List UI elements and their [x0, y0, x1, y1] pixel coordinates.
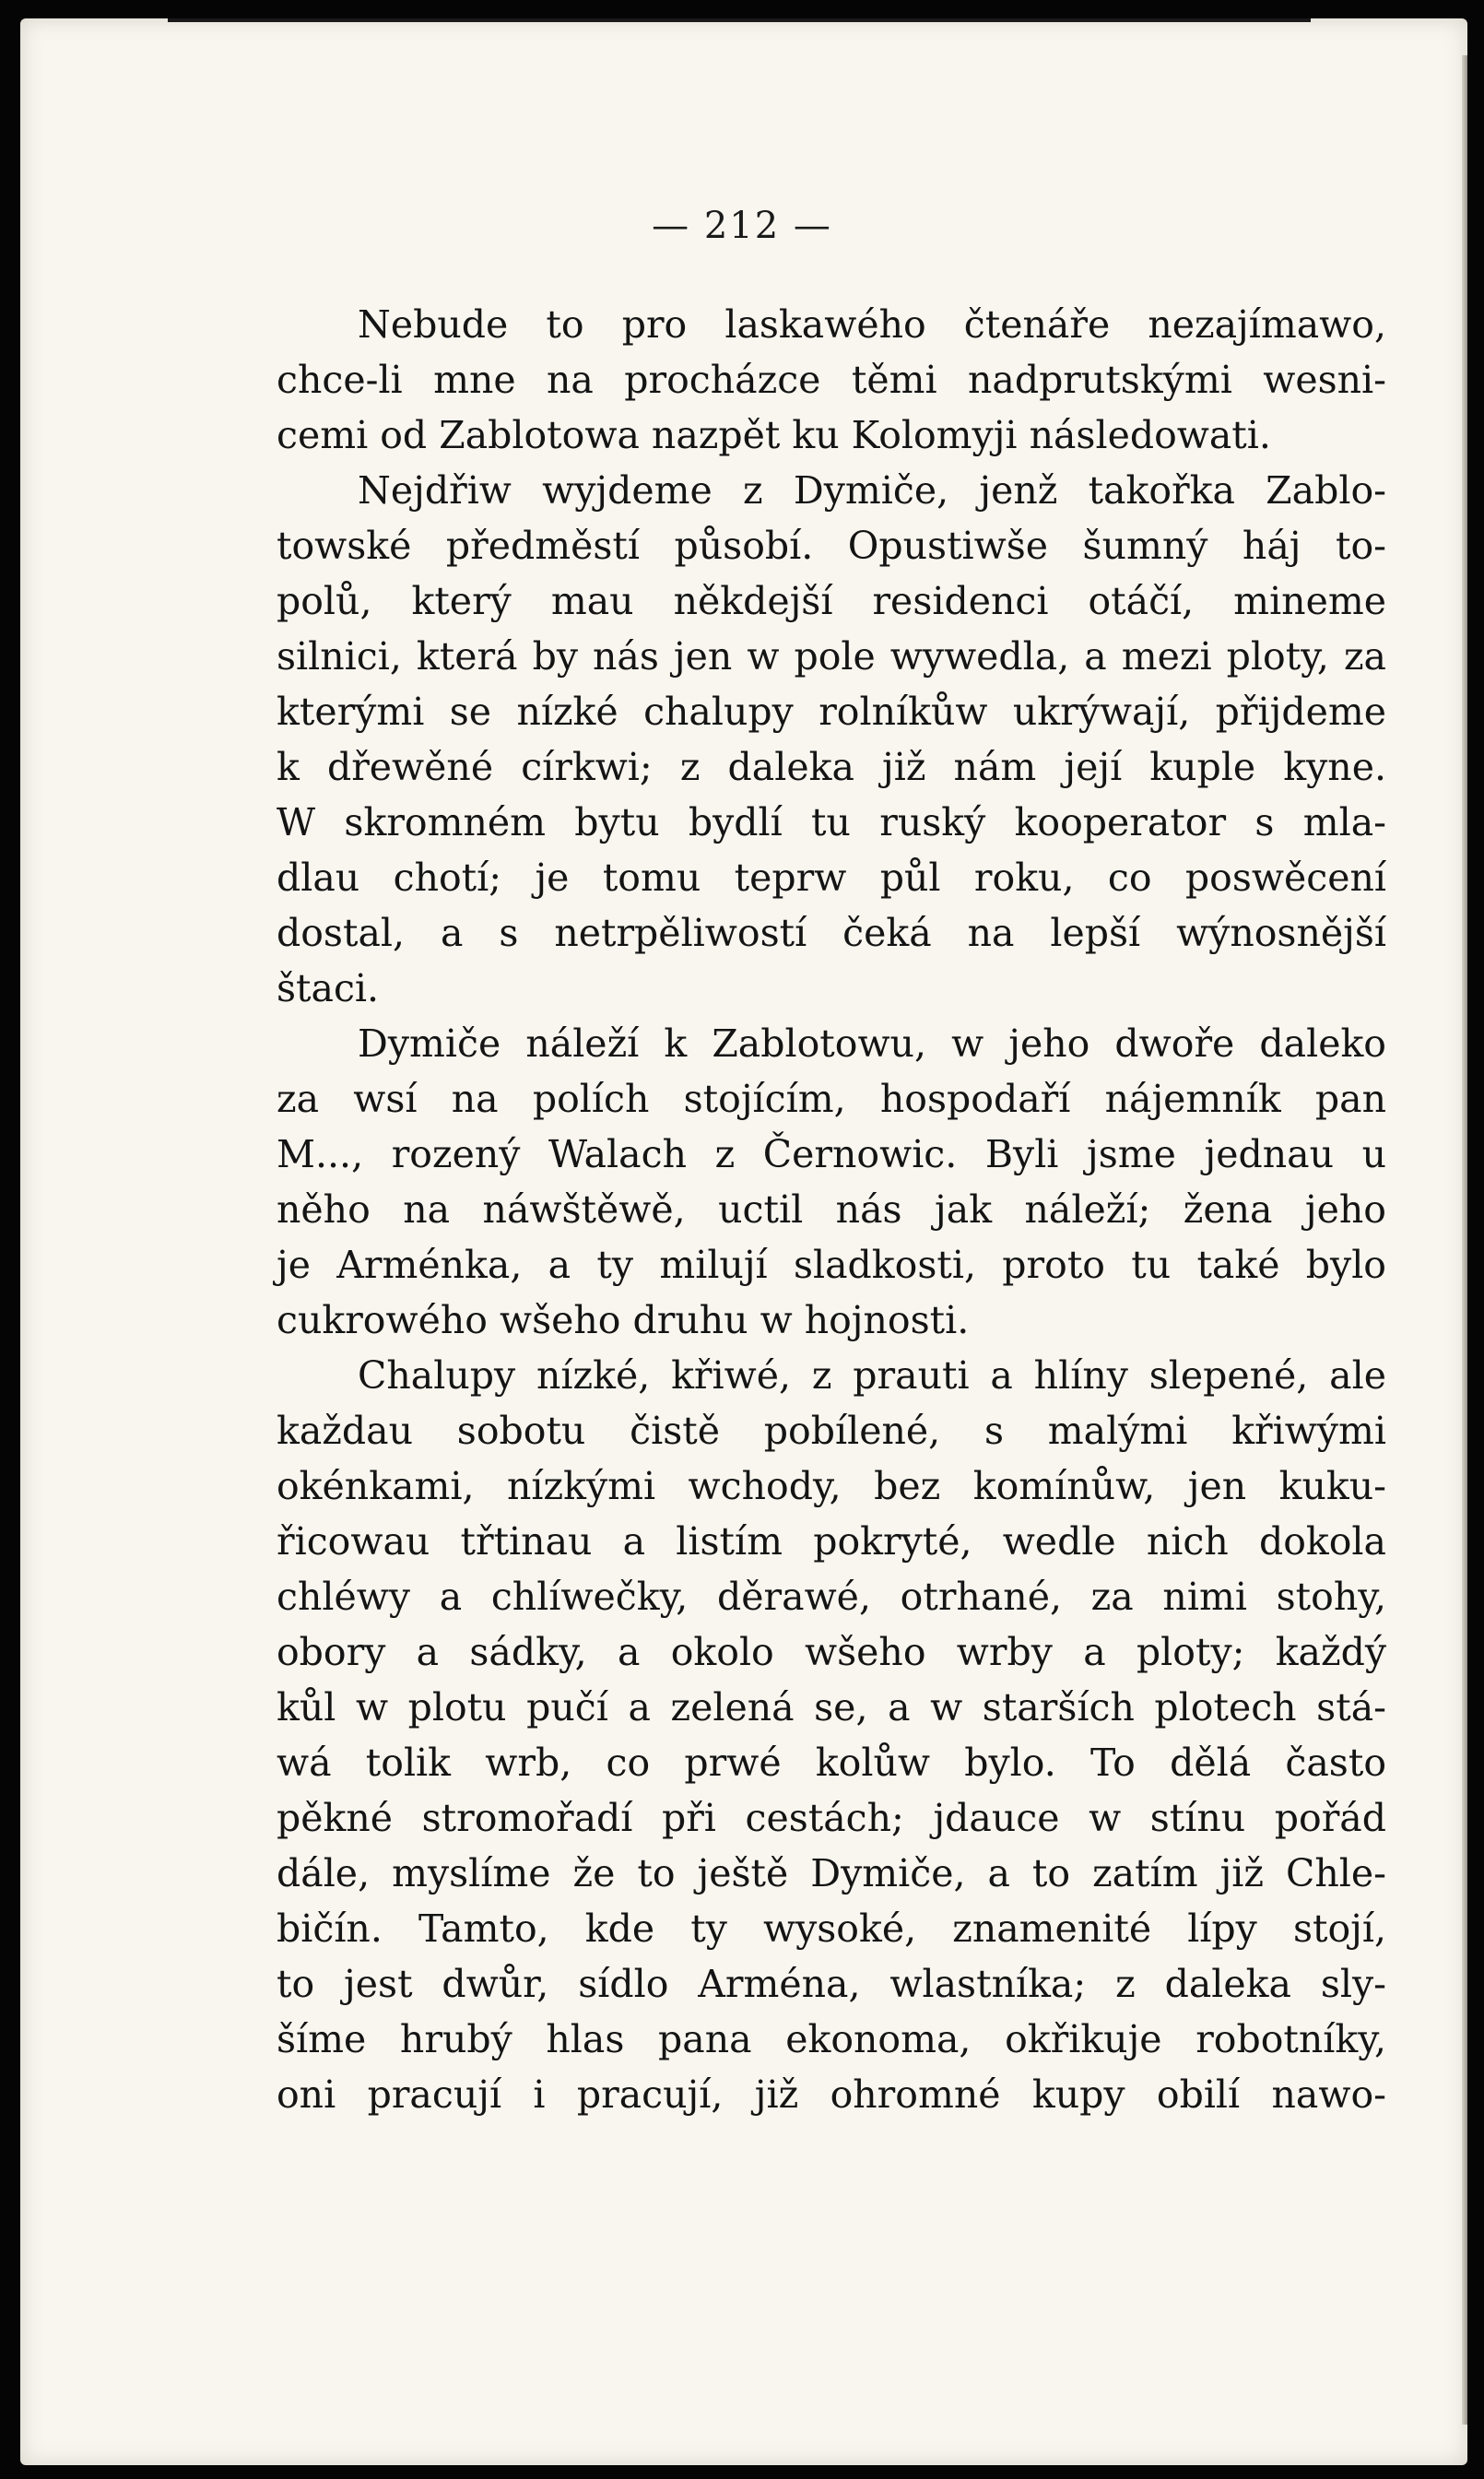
- text-line: Chalupy nízké, křiwé, z prauti a hlíny slepené, ale: [358, 1353, 1386, 1398]
- text-line: polů, který mau někdejší residenci otáčí, mineme: [277, 579, 1386, 623]
- text-line: šíme hrubý hlas pana ekonoma, okřikuje robotníky,: [277, 2017, 1386, 2061]
- text-line: Nebude to pro laskawého čtenáře nezajímawo,: [358, 302, 1386, 347]
- text-line: cukrowého wšeho druhu w hojnosti.: [277, 1298, 970, 1342]
- text-line: kůl w plotu pučí a zelená se, a w starších plotech stá-: [277, 1685, 1386, 1729]
- text-line: okénkami, nízkými wchody, bez komínůw, jen kuku-: [277, 1464, 1386, 1508]
- text-line: M..., rozený Walach z Černowic. Byli jsme jednau u: [277, 1132, 1386, 1176]
- text-line: dostal, a s netrpěliwostí čeká na lepší wýnosnější: [277, 911, 1386, 955]
- text-line: chce-li mne na procházce těmi nadprutskými wesni-: [277, 358, 1386, 402]
- text-line: něho na náwštěwě, uctil nás jak náleží; žena jeho: [277, 1187, 1386, 1232]
- page-edge: [1462, 55, 1467, 2425]
- text-line: za wsí na polích stojícím, hospodaří nájemník pan: [277, 1077, 1386, 1121]
- text-line: silnici, která by nás jen w pole wywedla, a mezi ploty, za: [277, 634, 1386, 679]
- text-line: pěkné stromořadí při cestách; jdauce w stínu pořád: [277, 1796, 1386, 1840]
- page-number: — 212 —: [652, 205, 832, 247]
- text-line: dále, myslíme že to ještě Dymiče, a to zatím již Chle-: [277, 1851, 1386, 1895]
- text-line: dlau chotí; je tomu teprw půl roku, co poswěcení: [277, 856, 1386, 900]
- text-line: chléwy a chlíwečky, děrawé, otrhané, za nimi stohy,: [277, 1575, 1386, 1619]
- text-line: to jest dwůr, sídlo Arména, wlastníka; z daleka sly-: [277, 1962, 1386, 2006]
- body-text: [277, 297, 1386, 2122]
- text-line: Nejdřiw wyjdeme z Dymiče, jenž takořka Zablo-: [358, 468, 1386, 513]
- text-line: každau sobotu čistě pobílené, s malými křiwými: [277, 1409, 1386, 1453]
- text-line: k dřewěné církwi; z daleka již nám její kuple kyne.: [277, 745, 1386, 789]
- text-line: je Arménka, a ty milují sladkosti, proto tu také bylo: [277, 1243, 1386, 1287]
- text-line: řicowau třtinau a listím pokryté, wedle nich dokola: [277, 1519, 1386, 1564]
- text-line: W skromném bytu bydlí tu ruský kooperator s mla-: [277, 800, 1386, 844]
- text-line: wá tolik wrb, co prwé kolůw bylo. To dělá často: [277, 1741, 1386, 1785]
- text-line: obory a sádky, a okolo wšeho wrby a ploty; každý: [277, 1630, 1386, 1674]
- text-line: štaci.: [277, 966, 380, 1010]
- top-edge-rule: [168, 18, 1311, 22]
- text-line: kterými se nízké chalupy rolníkůw ukrýwají, přijdeme: [277, 690, 1386, 734]
- text-line: towské předměstí působí. Opustiwše šumný háj to-: [277, 524, 1386, 568]
- text-line: cemi od Zablotowa nazpět ku Kolomyji následowati.: [277, 413, 1271, 457]
- text-line: Dymiče náleží k Zablotowu, w jeho dwoře daleko: [358, 1021, 1386, 1066]
- text-line: oni pracují i pracují, již ohromné kupy obilí nawo-: [277, 2072, 1386, 2117]
- text-line: bičín. Tamto, kde ty wysoké, znamenité lípy stojí,: [277, 1906, 1386, 1951]
